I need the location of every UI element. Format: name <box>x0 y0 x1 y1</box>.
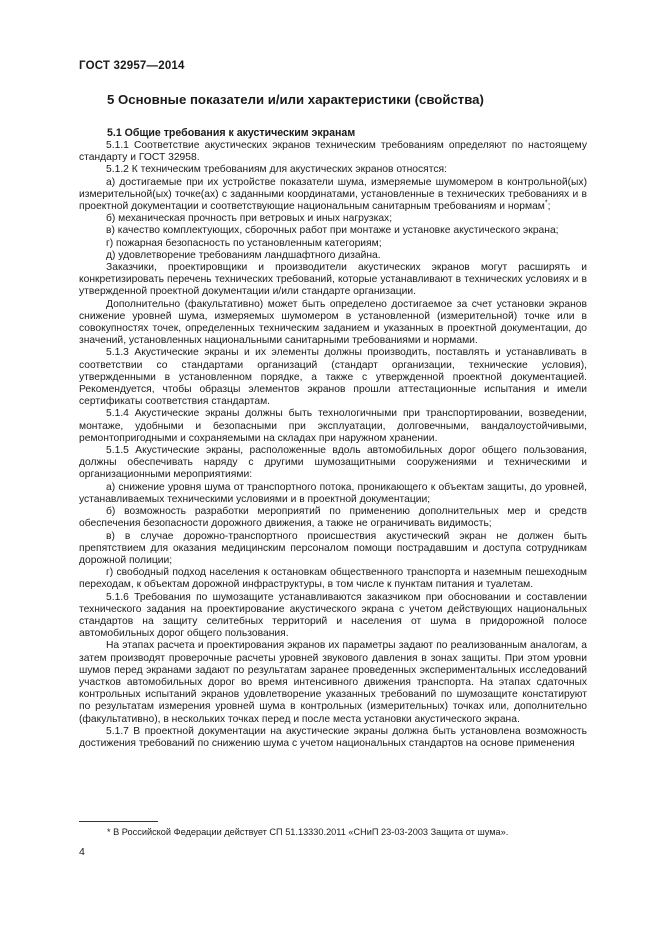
body-text <box>79 140 587 750</box>
paragraph: 5.1.1 Соответствие акустических экранов техническим требованиям определяют по настоящему стандарту и ГОСТ 32958. <box>79 140 587 164</box>
list-item: г) пожарная безопасность по установленным категориям; <box>106 237 382 249</box>
footnote-ref: * <box>544 199 548 207</box>
paragraph: 5.1.3 Акустические экраны и их элементы должны производить, поставлять и устанавливать в соответствии со стандартами организаций (стандарт организации, технические условия), утвержденными в установленном порядке, а также с утвержденной проектной документацией. Рекомендуется, чтобы образцы элементов экранов прошли аттестационные испытания и имели сертификаты соответствия стандартам. <box>79 347 587 408</box>
section-title: 5 Основные показатели и/или характеристики (свойства) <box>107 92 484 107</box>
list-item-punct: ; <box>547 201 551 213</box>
list-item: а) снижение уровня шума от транспортного потока, проникающего к объектам защиты, до уровней, устанавливаемых техническими условиями и в проектной документации; <box>79 481 587 505</box>
document-header: ГОСТ 32957—2014 <box>79 60 185 72</box>
paragraph: 5.1.4 Акустические экраны должны быть технологичными при транспортировании, возведении, монтаже, удобными и безопасными при эксплуатации, долговечными, вандалоустойчивыми, ремонтопригодными и сохраняемыми на складах при наружном хранении. <box>79 408 587 444</box>
paragraph: Заказчики, проектировщики и производители акустических экранов могут расширять и конкретизировать перечень технических требований, которые устанавливают в технических условиях и в утвержденной проектной документации и/или стандарте организации. <box>79 262 587 298</box>
paragraph: 5.1.2 К техническим требованиям для акустических экранов относятся: <box>106 164 447 176</box>
footnote: * В Российской Федерации действует СП 51.13330.2011 «СНиП 23-03-2003 Защита от шума». <box>107 827 509 837</box>
page-number: 4 <box>79 846 85 858</box>
list-item: б) возможность разработки мероприятий по применению дополнительных мер и средств обеспечения безопасности дорожного движения, а также не ограничивать видимость; <box>79 506 587 530</box>
paragraph: 5.1.7 В проектной документации на акустические экраны должна быть установлена возможность достижения требований по снижению шума с учетом национальных стандартов на основе применения <box>79 725 587 749</box>
list-item: б) механическая прочность при ветровых и иных нагрузках; <box>106 213 393 225</box>
paragraph: 5.1.5 Акустические экраны, расположенные вдоль автомобильных дорог общего пользования, должны обеспечивать наряду с другими шумозащитными сооружениями и техническими и организационными мероприятиями: <box>79 445 587 481</box>
list-item-text: а) достигаемые при их устройстве показатели шума, измеряемые шумомером в контрольной(ых) измерительной(ых) точке(ах) с заданными координатами, установленные в технических требованиях и в проектной документации и соответствующие национальным санитарным требованиям и нормам <box>79 176 587 213</box>
paragraph: На этапах расчета и проектирования экранов их параметры задают по реализованным аналогам, а затем производят проверочные расчеты уровней звукового давления в зонах защиты. При этом уровни шумов перед экранами задают по результатам заранее проведенных экспериментальных исследований участков автомобильных дорог во время интенсивного движения транспорта. На этапах сдаточных контрольных испытаний экранов удовлетворение указанных требований по шумозащите констатируют по результатам измерения уровней шума в контрольных (измерительных) точках или, дополнительно (факультативно), в нескольких точках перед и после места установки акустического экрана. <box>79 640 587 725</box>
list-item: в) качество комплектующих, сборочных работ при монтаже и установке акустического экрана; <box>106 225 559 237</box>
list-item: в) в случае дорожно-транспортного происшествия акустический экран не должен быть препятствием для оказания медицинским персоналом помощи пострадавшим и доступа сотрудникам дорожной полиции; <box>79 530 587 566</box>
list-item <box>79 177 587 214</box>
subsection-title: 5.1 Общие требования к акустическим экранам <box>107 127 356 139</box>
list-item: д) удовлетворение требованиям ландшафтного дизайна. <box>106 249 381 261</box>
paragraph: Дополнительно (факультативно) может быть определено достигаемое за счет установки экранов снижение уровней шума, измеряемых шумомером в установленной (измерительной) точке или в совокупностях точек, определенных техническим заданием и указанных в проектной документации, до значений, установленных национальными санитарными требованиями и нормами. <box>79 298 587 347</box>
paragraph: 5.1.6 Требования по шумозащите устанавливаются заказчиком при обосновании и составлении технического задания на проектирование акустического экрана с учетом действующих национальных стандартов на защиту селитебных территорий и населения от шума в придорожной полосе автомобильных дорог общего пользования. <box>79 591 587 640</box>
footnote-divider <box>79 821 158 822</box>
list-item: г) свободный подход населения к остановкам общественного транспорта и наземным пешеходным переходам, к объектам дорожной инфраструктуры, в том числе к пунктам питания и туалетам. <box>79 567 587 591</box>
